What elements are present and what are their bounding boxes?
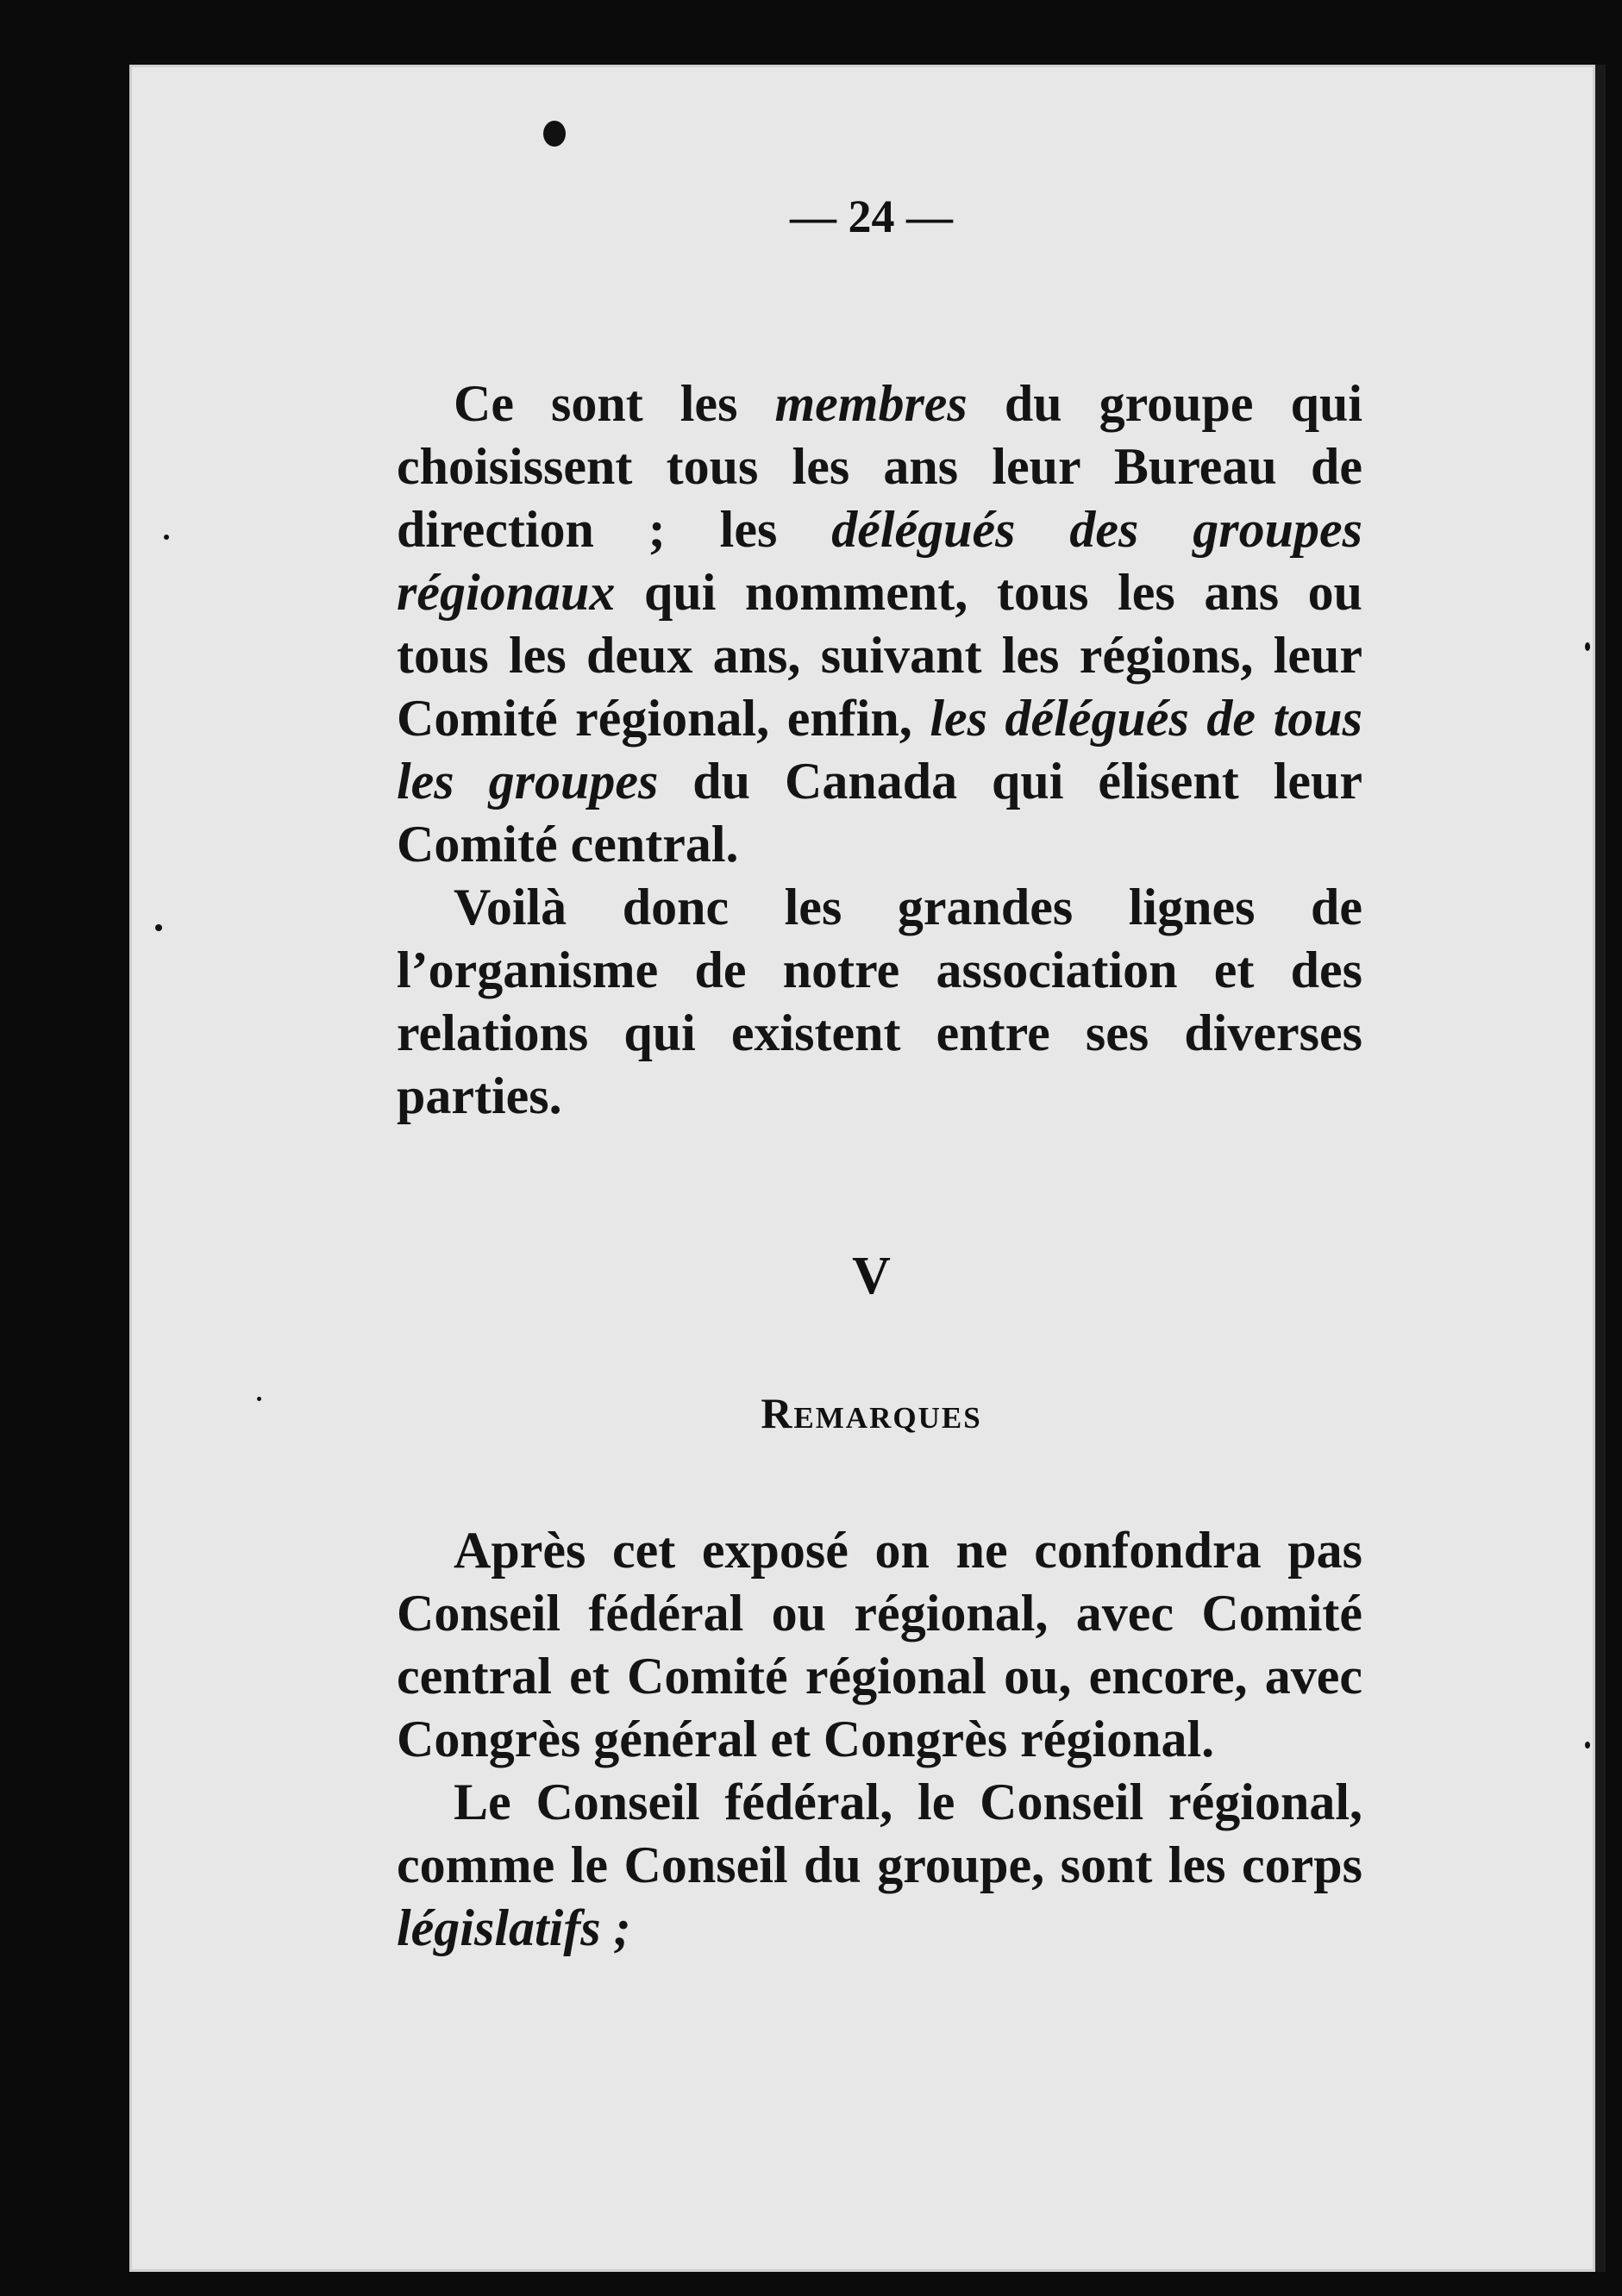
paragraph-4-italic: législatifs ;: [397, 1899, 631, 1956]
paragraph-2: Voilà donc les grandes lignes de l’organisme de notre association et des relations qui existent entre ses diverses parties.: [397, 879, 1362, 1124]
paragraph-4: [397, 1771, 1362, 1960]
paragraph-1-text-b: du groupe qui choisissent tous les ans leur Bureau de direction ; les: [397, 375, 1362, 558]
paragraph-3: Après cet exposé on ne confondra pas Conseil fédéral ou régional, avec Comité central et Comité régional ou, encore, avec Congrès général et Congrès régional.: [397, 1522, 1362, 1767]
paragraph-1-text-d: du Canada qui élisent leur Comité central.: [397, 753, 1362, 873]
page-number: — 24 —: [790, 191, 953, 242]
text-block-2: [397, 1519, 1362, 1960]
section-title: Remarques: [761, 1389, 982, 1437]
ink-speck: [543, 121, 566, 147]
ink-speck: [1585, 642, 1590, 651]
text-block-1: [397, 372, 1362, 1128]
paragraph-4-text: Le Conseil fédéral, le Conseil régional, comme le Conseil du groupe, sont les corps: [397, 1774, 1362, 1893]
ink-speck: [164, 535, 169, 540]
paragraph-1-text-c: qui nomment, tous les ans ou tous les deux ans, suivant les régions, leur Comité régional, enfin,: [397, 564, 1362, 747]
paragraph-1-text-a: Ce sont les: [454, 375, 775, 432]
ink-speck: [1585, 1742, 1590, 1749]
paragraph-1-italic-c: les délégués de tous les groupes: [397, 690, 1362, 810]
paragraph-1-italic-b: délégués des groupes régionaux: [397, 501, 1362, 621]
ink-speck: [155, 924, 162, 931]
paragraph-1-italic-a: membres: [774, 375, 968, 432]
paragraph-1: [397, 372, 1362, 876]
page-edge-shadow: [1595, 65, 1606, 2272]
section-numeral: V: [852, 1247, 891, 1305]
